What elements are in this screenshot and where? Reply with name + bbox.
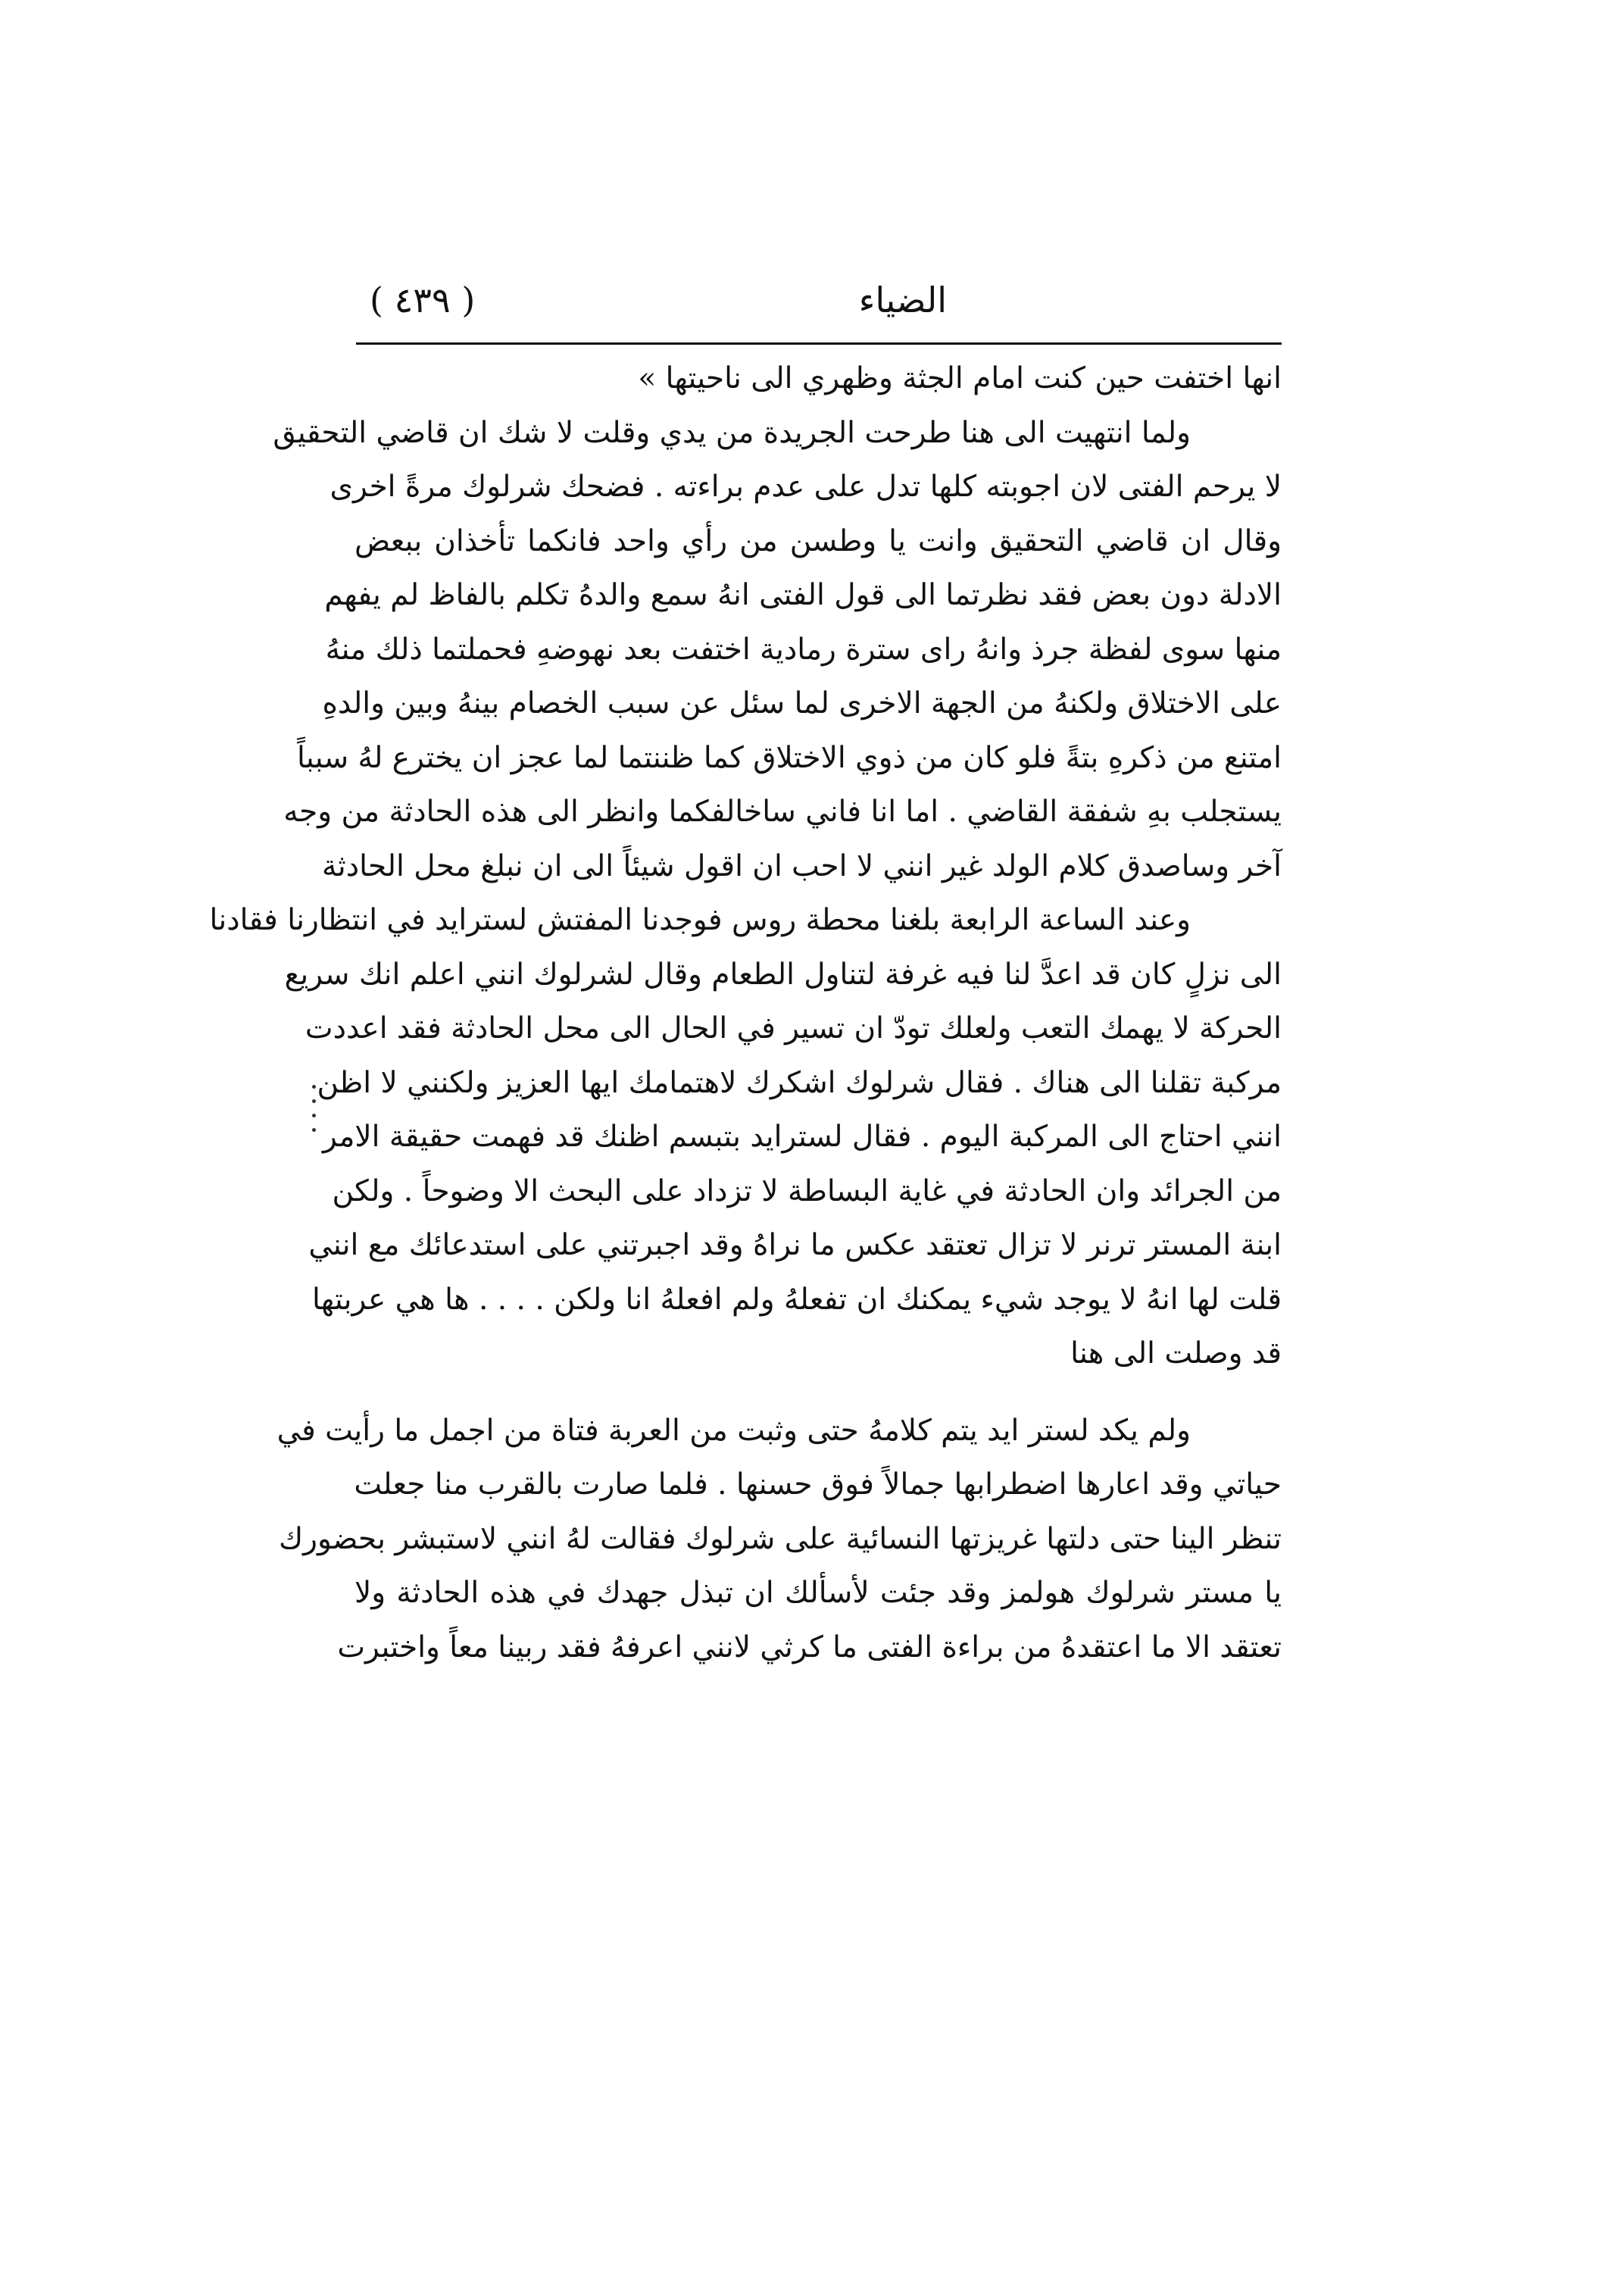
text-line: الحركة لا يهمك التعب ولعلك تودّ ان تسير في الحال الى محل الحادثة فقد اعددت [304,1011,1282,1045]
text-line: حياتي وقد اعارها اضطرابها جمالاً فوق حسنها . فلما صارت بالقرب منا جعلت [354,1467,1282,1502]
paragraph-3 [209,893,1282,1381]
text-line: الادلة دون بعض فقد نظرتما الى قول الفتى انهُ سمع والدهُ تكلم بالفاظ لم يفهم [324,578,1282,612]
paragraph-1 [354,352,1282,406]
text-line: تعتقد الا ما اعتقدهُ من براءة الفتى ما كرثي لانني اعرفهُ فقد ربينا معاً واختبرت [337,1630,1282,1664]
page-header [356,273,1280,333]
text-line: لا يرحم الفتى لان اجوبته كلها تدل على عدم براءته . فضحك شرلوك مرةً اخرى [329,470,1282,504]
text-line: الى نزلٍ كان قد اعدَّ لنا فيه غرفة لتناول الطعام وقال لشرلوك انني اعلم انك سريع [284,957,1282,992]
text-line: على الاختلاق ولكنهُ من الجهة الاخرى لما سئل عن سبب الخصام بينهُ وبين والدهِ [322,686,1282,720]
text-line: يا مستر شرلوك هولمز وقد جئت لأسألك ان تبذل جهدك في هذه الحادثة ولا [354,1576,1282,1610]
text-line: تنظر الينا حتى دلتها غريزتها النسائية على شرلوك فقالت لهُ انني لاستبشر بحضورك [279,1521,1282,1556]
text-line: انني احتاج الى المركبة اليوم . فقال لسترايد بتبسم اظنك قد فهمت حقيقة الامر [323,1120,1282,1154]
text-line: امتنع من ذكرهِ بتةً فلو كان من ذوي الاختلاق كما ظننتما لما عجز ان يخترع لهُ سبباً [297,740,1282,775]
text-line: قلت لها انهُ لا يوجد شيء يمكنك ان تفعلهُ ولم افعلهُ انا ولكن . . . . ها هي عربتها [311,1282,1282,1317]
text-line: ولم يكد لستر ايد يتم كلامهُ حتى وثبت من العربة فتاة من اجمل ما رأيت في [276,1413,1191,1448]
body-text [209,352,1282,1674]
text-line: وعند الساعة الرابعة بلغنا محطة روس فوجدنا المفتش لسترايد في انتظارنا فقادنا [209,903,1191,937]
text-line: مركبة تقلنا الى هناك . فقال شرلوك اشكرك لاهتمامك ايها العزيز ولكنني لا اظن [317,1065,1282,1100]
text-line: انها اختفت حين كنت امام الجثة وظهري الى ناحيتها » [638,361,1282,395]
text-line: يستجلب بهِ شفقة القاضي . اما انا فاني ساخالفكما وانظر الى هذه الحادثة من وجه [283,795,1282,829]
text-line: من الجرائد وان الحادثة في غاية البساطة لا تزداد على البحث الا وضوحاً . ولكن [332,1174,1282,1208]
text-line: آخر وساصدق كلام الولد غير انني لا احب ان اقول شيئاً الى ان نبلغ محل الحادثة [321,849,1282,883]
text-line: وقال ان قاضي التحقيق وانت يا وطسن من رأي واحد فانكما تأخذان ببعض [354,524,1282,558]
text-line: ابنة المستر ترنر لا تزال تعتقد عكس ما نراهُ وقد اجبرتني على استدعائك مع انني [308,1228,1282,1262]
text-line: قد وصلت الى هنا [1070,1336,1282,1371]
page-number: ( ٤٣٩ ) [370,280,476,320]
text-line: منها سوى لفظة جرذ وانهُ راى سترة رمادية اختفت بعد نهوضهِ فحملتما ذلك منهُ [325,632,1282,667]
header-rule [356,342,1282,345]
running-title: الضياء [858,280,947,320]
paragraph-2 [273,406,1282,894]
text-line: ولما انتهيت الى هنا طرحت الجريدة من يدي وقلت لا شك ان قاضي التحقيق [273,415,1191,450]
paragraph-4 [276,1404,1282,1675]
